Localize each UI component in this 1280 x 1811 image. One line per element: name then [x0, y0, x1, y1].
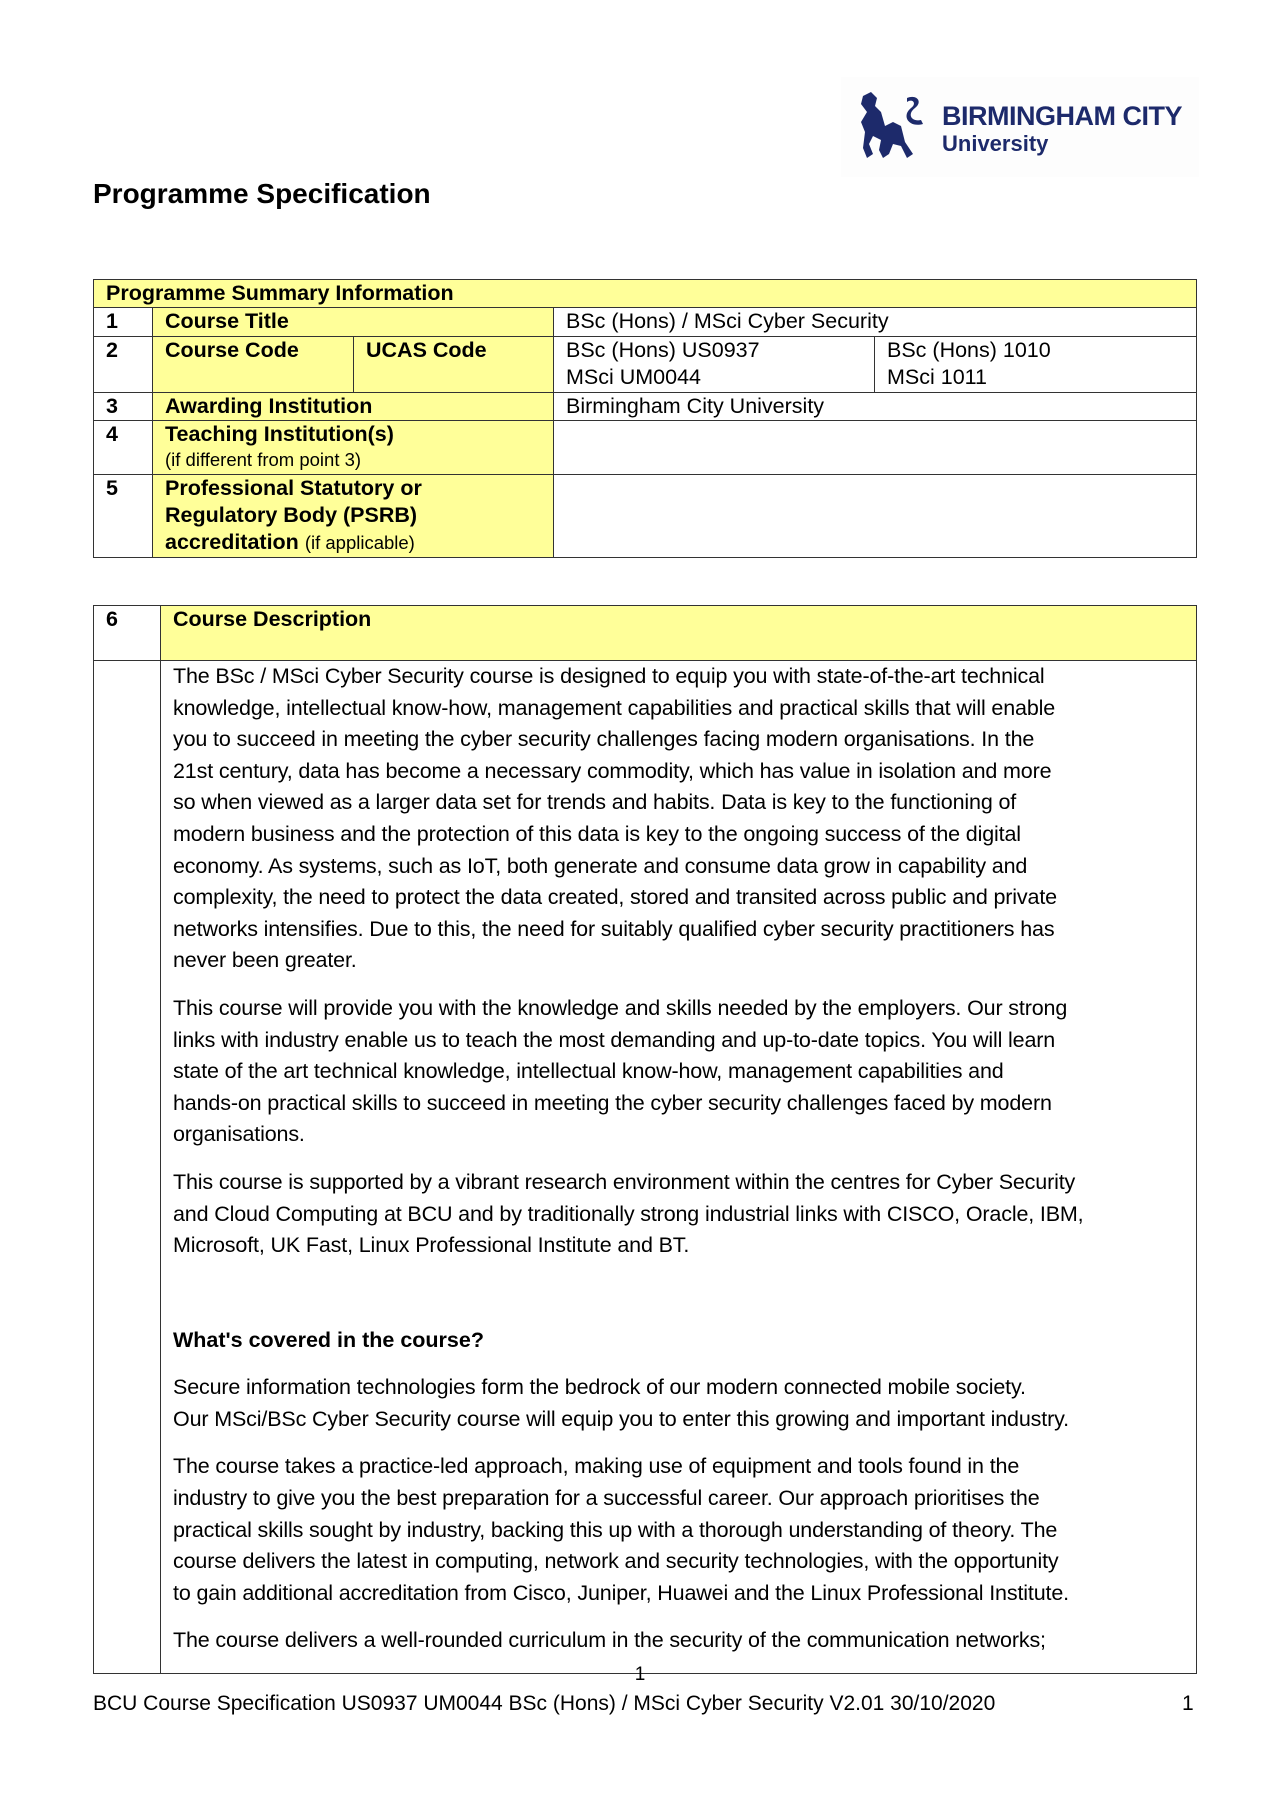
row-label: Course Title — [153, 308, 554, 337]
paragraph — [173, 1167, 1196, 1262]
paragraph — [173, 1451, 1196, 1609]
row-label — [153, 421, 554, 475]
row-value: BSc (Hons) / MSci Cyber Security — [554, 308, 1197, 337]
text-line: knowledge, intellectual know-how, management capabilities and practical skills that will enable — [173, 695, 1056, 720]
row-number: 4 — [94, 421, 153, 475]
paragraph — [173, 993, 1196, 1151]
msci-code: MSci UM0044 — [566, 365, 702, 389]
row-number: 1 — [94, 308, 153, 337]
footer-text: BCU Course Specification US0937 UM0044 BSc (Hons) / MSci Cyber Security V2.01 30/10/2020 — [93, 1692, 996, 1715]
bsc-code: BSc (Hons) US0937 — [566, 338, 760, 362]
row-label: Course Code — [153, 337, 354, 393]
text-line: industry to give you the best preparation for a successful career. Our approach prioritises the — [173, 1486, 1040, 1511]
text-line: organisations. — [173, 1122, 305, 1147]
text-line: hands-on practical skills to succeed in meeting the cyber security challenges faced by modern — [173, 1090, 1052, 1115]
logo-text: BIRMINGHAM CITY — [942, 101, 1182, 131]
label-text: Regulatory Body (PSRB) — [165, 503, 418, 527]
paragraph — [173, 1372, 1196, 1435]
row-value: Birmingham City University — [554, 393, 1197, 421]
text-line: practical skills sought by industry, backing this up with a thorough understanding of theory. The — [173, 1517, 1058, 1542]
text-line: networks intensifies. Due to this, the need for suitably qualified cyber security practitioners has — [173, 916, 1055, 941]
text-line: Our MSci/BSc Cyber Security course will equip you to enter this growing and important industry. — [173, 1406, 1069, 1431]
table-row — [94, 421, 1197, 475]
blank-cell — [94, 661, 161, 1674]
ucas-code-value — [875, 337, 1197, 393]
table-row — [94, 337, 1197, 393]
text-line: complexity, the need to protect the data created, stored and transited across public and private — [173, 885, 1057, 910]
text-line: The course takes a practice-led approach, making use of equipment and tools found in the — [173, 1454, 1020, 1479]
course-code-value — [554, 337, 875, 393]
msci-ucas: MSci 1011 — [887, 365, 987, 389]
summary-heading: Programme Summary Information — [94, 280, 1197, 308]
text-line: course delivers the latest in computing, network and security technologies, with the opportunity — [173, 1549, 1059, 1574]
text-line: Microsoft, UK Fast, Linux Professional Institute and BT. — [173, 1233, 690, 1258]
text-line: This course will provide you with the knowledge and skills needed by the employers. Our strong — [173, 995, 1068, 1020]
table-row — [94, 475, 1197, 558]
label-note: (if applicable) — [304, 532, 415, 553]
table-row — [94, 393, 1197, 421]
paragraph — [173, 661, 1196, 977]
page-number: 1 — [634, 1664, 646, 1685]
label-note: (if different from point 3) — [165, 449, 362, 470]
row-value — [554, 421, 1197, 475]
row-label: Awarding Institution — [153, 393, 554, 421]
text-line: state of the art technical knowledge, intellectual know-how, management capabilities and — [173, 1059, 1004, 1084]
logo-subtext: University — [942, 131, 1049, 156]
row-number: 2 — [94, 337, 153, 393]
text-line: modern business and the protection of this data is key to the ongoing success of the digital — [173, 821, 1021, 846]
table-row — [94, 308, 1197, 337]
text-line: links with industry enable us to teach the most demanding and up-to-date topics. You will learn — [173, 1027, 1056, 1052]
lion-crest-icon — [857, 92, 931, 160]
footer-page-number: 1 — [1182, 1692, 1194, 1715]
text-line: The course delivers a well-rounded curriculum in the security of the communication networks; — [173, 1628, 1046, 1653]
text-line: never been greater. — [173, 948, 357, 973]
bsc-ucas: BSc (Hons) 1010 — [887, 338, 1051, 362]
text-line: This course is supported by a vibrant research environment within the centres for Cyber Security — [173, 1169, 1076, 1194]
text-line: you to succeed in meeting the cyber security challenges facing modern organisations. In the — [173, 727, 1035, 752]
row-label-ucas: UCAS Code — [354, 337, 554, 393]
section-subheading: What's covered in the course? — [173, 1327, 484, 1352]
paragraph — [173, 1625, 1196, 1657]
course-description-table — [93, 605, 1197, 1674]
text-line: economy. As systems, such as IoT, both generate and consume data grow in capability and — [173, 853, 1028, 878]
text-line: to gain additional accreditation from Cisco, Juniper, Huawei and the Linux Professional Institute. — [173, 1580, 1069, 1605]
text-line: Secure information technologies form the bedrock of our modern connected mobile society. — [173, 1375, 1026, 1400]
row-value — [554, 475, 1197, 558]
row-number: 3 — [94, 393, 153, 421]
description-heading: Course Description — [161, 606, 1197, 661]
text-line: so when viewed as a larger data set for trends and habits. Data is key to the functioning of — [173, 790, 1017, 815]
programme-summary-table — [93, 279, 1197, 558]
label-text: Professional Statutory or — [165, 476, 422, 500]
text-line: The BSc / MSci Cyber Security course is designed to equip you with state-of-the-art technical — [173, 664, 1045, 688]
university-logo — [841, 77, 1199, 177]
row-label — [153, 475, 554, 558]
description-body — [161, 661, 1197, 1674]
row-number: 6 — [94, 606, 161, 661]
text-line: 21st century, data has become a necessary commodity, which has value in isolation and more — [173, 758, 1052, 783]
label-text: Teaching Institution(s) — [165, 422, 394, 446]
page-title: Programme Specification — [93, 178, 431, 209]
row-number: 5 — [94, 475, 153, 558]
label-text: accreditation — [165, 530, 299, 554]
text-line: and Cloud Computing at BCU and by traditionally strong industrial links with CISCO, Oracle, IBM, — [173, 1201, 1084, 1226]
